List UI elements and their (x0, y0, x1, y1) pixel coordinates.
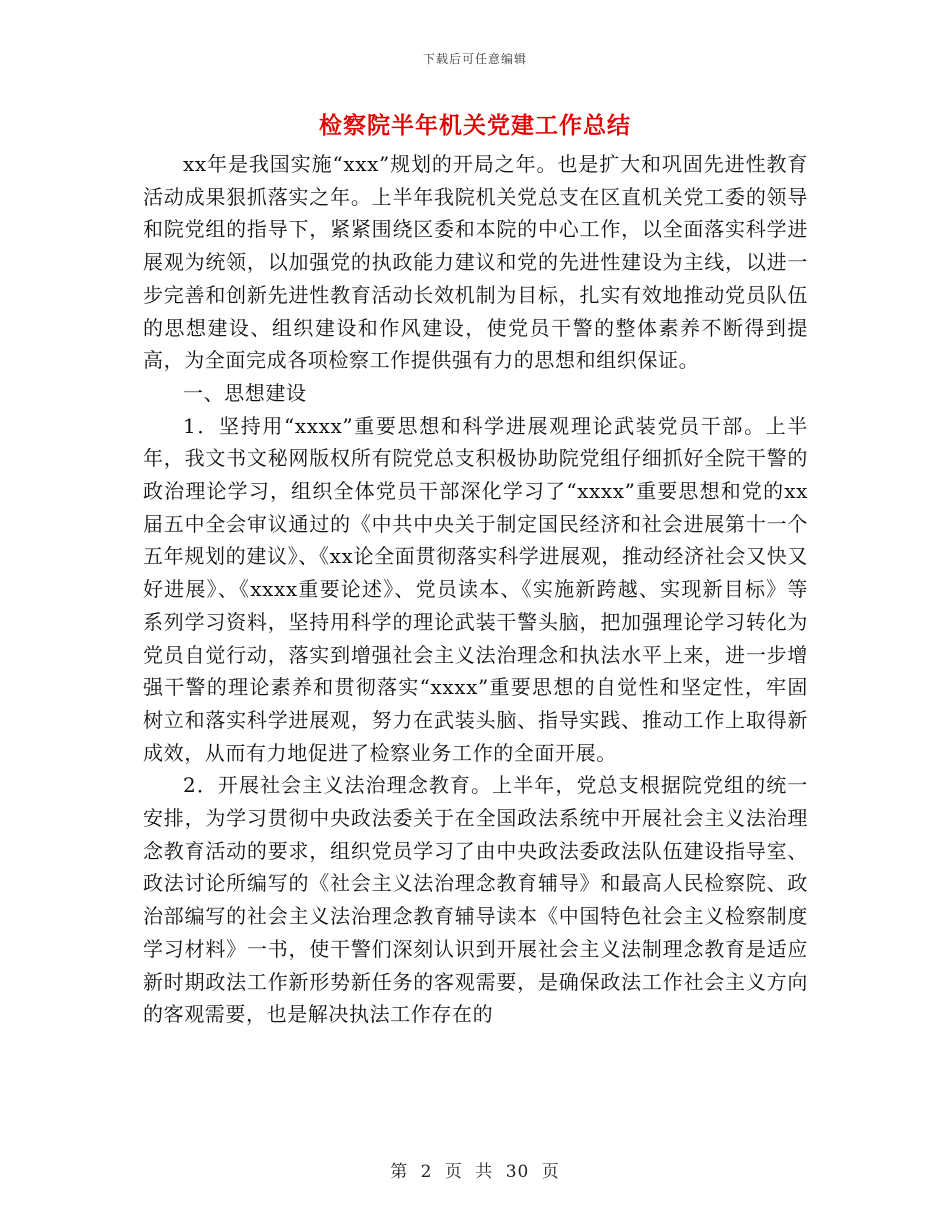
document-body (143, 148, 808, 1031)
paragraph-item-1: 1．坚持用“xxxx”重要思想和科学进展观理论武装党员干部。上半年，我文书文秘网版权所有院党总支积极协助院党组仔细抓好全院干警的政治理论学习，组织全体党员干部深化学习了“xxxx”重要思想和党的xx届五中全会审议通过的《中共中央关于制定国民经济和社会进展第十一个五年规划的建议》、《xx论全面贯彻落实科学进展观，推动经济社会又快又好进展》、《xxxx重要论述》、党员读本、《实施新跨越、实现新目标》等系列学习资料，坚持用科学的理论武装干警头脑，把加强理论学习转化为党员自觉行动，落实到增强社会主义法治理念和执法水平上来，进一步增强干警的理论素养和贯彻落实“xxxx”重要思想的自觉性和坚定性，牢固树立和落实科学进展观，努力在武装头脑、指导实践、推动工作上取得新成效，从而有力地促进了检察业务工作的全面开展。 (143, 413, 808, 765)
page-header: 下载后可任意编辑 (422, 52, 527, 66)
paragraph-item-2: 2．开展社会主义法治理念教育。上半年，党总支根据院党组的统一安排，为学习贯彻中央政法委关于在全国政法系统中开展社会主义法治理念教育活动的要求，组织党员学习了由中央政法委政法队伍建设指导室、政法讨论所编写的《社会主义法治理念教育辅导》和最高人民检察院、政治部编写的社会主义法治理念教育辅导读本《中国特色社会主义检察制度学习材料》一书，使干警们深刻认识到开展社会主义法制理念教育是适应新时期政法工作新形势新任务的客观需要，是确保政法工作社会主义方向的客观需要，也是解决执法工作存在的 (143, 773, 808, 1027)
page-number-footer: 第 2 页 共 30 页 (390, 1162, 560, 1182)
paragraph-intro: xx年是我国实施“xxx”规划的开局之年。也是扩大和巩固先进性教育活动成果狠抓落实之年。上半年我院机关党总支在区直机关党工委的领导和院党组的指导下，紧紧围绕区委和本院的中心工作，以全面落实科学进展观为统领，以加强党的执政能力建议和党的先进性建设为主线，以进一步完善和创新先进性教育活动长效机制为目标，扎实有效地推动党员队伍的思想建设、组织建设和作风建设，使党员干警的整体素养不断得到提高，为全面完成各项检察工作提供强有力的思想和组织保证。 (143, 152, 808, 373)
document-title: 检察院半年机关党建工作总结 (319, 112, 631, 139)
section-heading-ideology: 一、思想建设 (183, 380, 307, 405)
